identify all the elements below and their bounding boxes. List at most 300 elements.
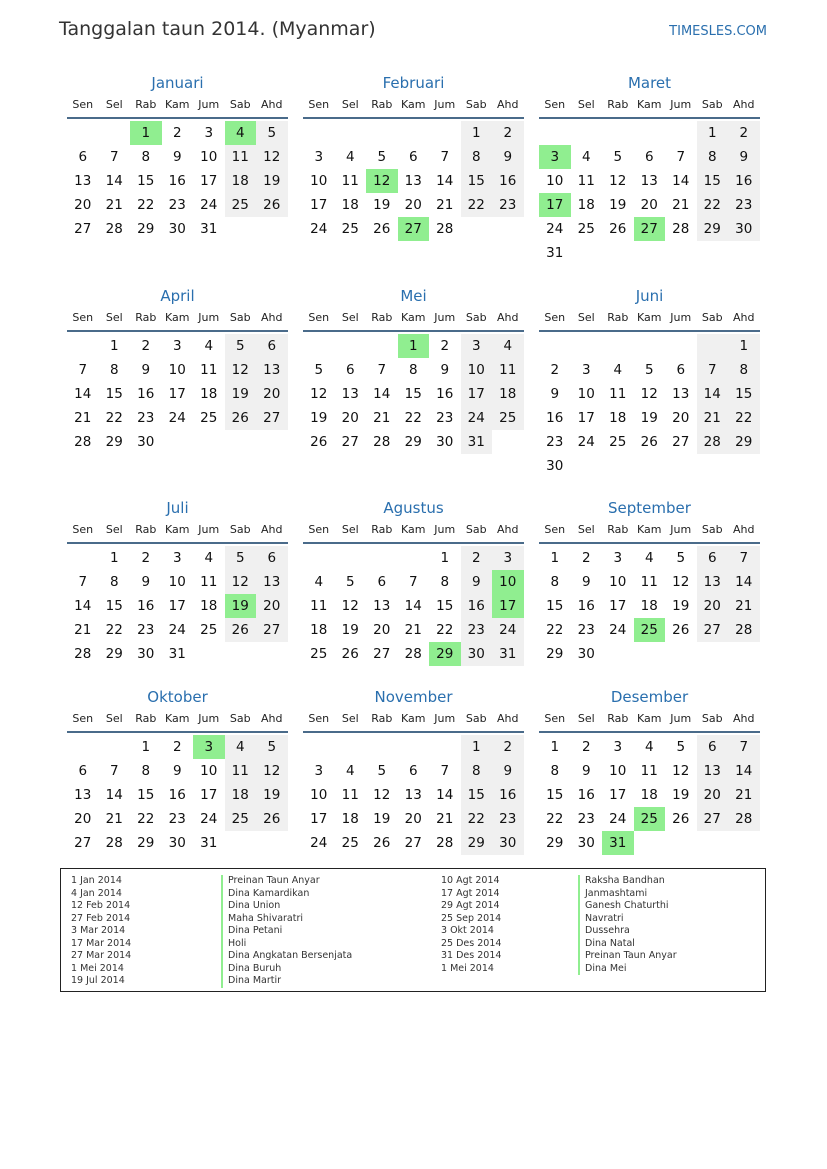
day-cell: 14: [373, 386, 391, 402]
day-cell: 19: [640, 410, 658, 426]
weekday-label: Sab: [465, 98, 487, 111]
day-cell: 13: [640, 173, 658, 189]
weekday-label: Rab: [135, 523, 157, 536]
weekday-label: Jum: [670, 311, 692, 324]
weekday-header: [303, 309, 524, 327]
day-cell: 11: [341, 173, 359, 189]
day-cell: 11: [200, 362, 218, 378]
month-divider: [67, 731, 288, 733]
day-cell: 26: [672, 622, 690, 638]
weekday-label: Ahd: [733, 98, 755, 111]
empty-day-cell: [225, 217, 257, 241]
month-divider: [539, 731, 760, 733]
week-row: [539, 454, 760, 478]
weekday-label: Sen: [308, 98, 330, 111]
week-row: [539, 121, 760, 145]
day-cell: 29: [137, 835, 155, 851]
empty-day-cell: [571, 121, 603, 145]
holiday-day-cell: 1: [398, 334, 430, 358]
day-cell: 13: [74, 787, 92, 803]
day-cell: 21: [672, 197, 690, 213]
day-cell: 20: [74, 197, 92, 213]
day-cell: 5: [676, 739, 686, 755]
weekend-day-cell: 23: [492, 807, 524, 831]
day-cell: 18: [609, 410, 627, 426]
month-divider: [67, 117, 288, 119]
day-cell: 5: [377, 149, 387, 165]
day-cell: 1: [550, 550, 560, 566]
day-cell: 8: [550, 763, 560, 779]
week-row: [67, 121, 288, 145]
day-cell: 4: [345, 763, 355, 779]
week-row: [67, 169, 288, 193]
week-row: [67, 594, 288, 618]
empty-day-cell: [398, 735, 430, 759]
weekend-day-cell: 13: [256, 570, 288, 594]
week-row: [303, 570, 524, 594]
week-row: [67, 334, 288, 358]
holiday-name: Navratri: [578, 913, 677, 926]
month-name: Agustus: [383, 499, 444, 517]
day-cell: 12: [341, 598, 359, 614]
day-cell: 24: [168, 622, 186, 638]
day-cell: 6: [644, 149, 654, 165]
month-calendar: [67, 285, 288, 454]
holiday-date: 10 Agt 2014: [441, 875, 500, 886]
weekend-day-cell: 7: [697, 358, 729, 382]
weekend-day-cell: 29: [461, 831, 493, 855]
day-cell: 5: [613, 149, 623, 165]
weekend-day-cell: 27: [256, 406, 288, 430]
weekend-day-cell: 7: [728, 546, 760, 570]
week-row: [303, 831, 524, 855]
weekend-day-cell: 25: [225, 807, 257, 831]
month-name: September: [608, 499, 691, 517]
day-cell: 22: [546, 811, 564, 827]
weekend-day-cell: 2: [461, 546, 493, 570]
day-cell: 22: [546, 622, 564, 638]
week-row: [539, 618, 760, 642]
day-cell: 10: [609, 574, 627, 590]
week-row: [539, 546, 760, 570]
empty-day-cell: [634, 241, 666, 265]
weekday-label: Jum: [434, 523, 456, 536]
day-cell: 10: [200, 149, 218, 165]
month-name: Maret: [627, 74, 672, 92]
week-row: [303, 406, 524, 430]
weekend-day-cell: 16: [492, 783, 524, 807]
weekday-label: Sel: [577, 523, 595, 536]
weekday-label: Ahd: [733, 523, 755, 536]
day-cell: 7: [440, 149, 450, 165]
weekday-label: Sen: [308, 523, 330, 536]
day-cell: 22: [404, 410, 422, 426]
day-cell: 28: [74, 646, 92, 662]
holiday-date: 25 Des 2014: [441, 937, 502, 949]
weekday-label: Kam: [165, 311, 190, 324]
weekday-label: Kam: [401, 712, 426, 725]
month-calendar: [67, 497, 288, 666]
weekday-header: [539, 96, 760, 114]
empty-day-cell: [665, 121, 697, 145]
empty-day-cell: [225, 430, 257, 454]
weekend-day-cell: 30: [492, 831, 524, 855]
day-cell: 18: [640, 598, 658, 614]
day-cell: 24: [609, 811, 627, 827]
weekend-day-cell: 26: [225, 618, 257, 642]
weekend-day-cell: 9: [461, 570, 493, 594]
weekend-day-cell: 15: [461, 783, 493, 807]
holiday-name: Dina Union: [221, 900, 352, 913]
holiday-name: Dussehra: [578, 925, 677, 938]
day-cell: 24: [200, 811, 218, 827]
holiday-date: 1 Jan 2014: [71, 875, 122, 886]
weekend-day-cell: 13: [697, 570, 729, 594]
week-row: [67, 783, 288, 807]
empty-day-cell: [634, 334, 666, 358]
week-row: [67, 217, 288, 241]
weekday-label: Rab: [607, 311, 629, 324]
month-name: November: [374, 688, 453, 706]
week-row: [303, 759, 524, 783]
holiday-date: 19 Jul 2014: [71, 975, 125, 986]
holiday-date: 17 Mar 2014: [71, 937, 132, 949]
day-cell: 23: [436, 410, 454, 426]
day-cell: 28: [436, 221, 454, 237]
month-divider: [67, 330, 288, 332]
empty-day-cell: [634, 121, 666, 145]
day-cell: 28: [373, 434, 391, 450]
weekday-label: Kam: [401, 98, 426, 111]
week-row: [539, 406, 760, 430]
empty-day-cell: [492, 430, 524, 454]
day-cell: 12: [672, 763, 690, 779]
week-row: [539, 783, 760, 807]
week-row: [303, 193, 524, 217]
day-cell: 3: [314, 149, 324, 165]
weekend-day-cell: 23: [492, 193, 524, 217]
day-cell: 5: [345, 574, 355, 590]
weekend-day-cell: 8: [461, 145, 493, 169]
day-cell: 30: [137, 646, 155, 662]
empty-day-cell: [67, 546, 99, 570]
day-cell: 17: [310, 197, 328, 213]
day-cell: 3: [172, 550, 182, 566]
day-cell: 24: [310, 221, 328, 237]
weekday-label: Jum: [434, 311, 456, 324]
day-cell: 13: [341, 386, 359, 402]
day-cell: 1: [440, 550, 450, 566]
weekend-day-cell: 13: [697, 759, 729, 783]
weekend-day-cell: 6: [256, 334, 288, 358]
day-cell: 30: [546, 458, 564, 474]
weekday-label: Jum: [198, 311, 220, 324]
day-cell: 6: [377, 574, 387, 590]
day-cell: 17: [609, 787, 627, 803]
day-cell: 18: [200, 386, 218, 402]
day-cell: 4: [581, 149, 591, 165]
weekday-label: Kam: [637, 98, 662, 111]
day-cell: 29: [404, 434, 422, 450]
weekend-day-cell: 3: [492, 546, 524, 570]
day-cell: 11: [341, 787, 359, 803]
weekday-label: Sel: [577, 712, 595, 725]
week-row: [303, 618, 524, 642]
day-cell: 14: [404, 598, 422, 614]
weekend-day-cell: 25: [492, 406, 524, 430]
holiday-legend: [60, 868, 766, 992]
week-row: [303, 430, 524, 454]
weekday-label: Rab: [371, 311, 393, 324]
empty-day-cell: [256, 642, 288, 666]
weekday-header: [539, 309, 760, 327]
weekend-day-cell: 24: [461, 406, 493, 430]
weekend-day-cell: 25: [225, 193, 257, 217]
day-cell: 8: [109, 362, 119, 378]
weekday-label: Jum: [434, 712, 456, 725]
day-cell: 19: [373, 811, 391, 827]
month-divider: [539, 117, 760, 119]
day-cell: 30: [577, 646, 595, 662]
day-cell: 6: [78, 763, 88, 779]
day-cell: 26: [373, 835, 391, 851]
day-cell: 15: [546, 598, 564, 614]
brand-link[interactable]: TIMESLES.COM: [669, 24, 767, 39]
day-cell: 10: [200, 763, 218, 779]
day-cell: 10: [310, 787, 328, 803]
day-cell: 26: [672, 811, 690, 827]
empty-day-cell: [697, 241, 729, 265]
weekday-label: Sen: [308, 712, 330, 725]
day-cell: 17: [200, 787, 218, 803]
week-row: [67, 430, 288, 454]
weekday-label: Ahd: [261, 98, 283, 111]
weekend-day-cell: 20: [697, 783, 729, 807]
holiday-name: Janmashtami: [578, 888, 677, 901]
week-row: [67, 759, 288, 783]
day-cell: 19: [373, 197, 391, 213]
holiday-name: Dina Petani: [221, 925, 352, 938]
weekday-label: Sab: [229, 311, 251, 324]
day-cell: 10: [546, 173, 564, 189]
holiday-day-cell: 17: [539, 193, 571, 217]
empty-day-cell: [335, 546, 367, 570]
day-cell: 10: [577, 386, 595, 402]
weekend-day-cell: 20: [697, 594, 729, 618]
day-cell: 18: [310, 622, 328, 638]
day-cell: 28: [404, 646, 422, 662]
empty-day-cell: [225, 642, 257, 666]
day-cell: 8: [109, 574, 119, 590]
empty-day-cell: [539, 334, 571, 358]
weekday-label: Jum: [434, 98, 456, 111]
day-cell: 9: [581, 574, 591, 590]
day-cell: 18: [200, 598, 218, 614]
month-divider: [303, 542, 524, 544]
weekday-label: Jum: [670, 712, 692, 725]
holiday-date: 3 Okt 2014: [441, 925, 494, 936]
empty-day-cell: [366, 121, 398, 145]
day-cell: 14: [105, 787, 123, 803]
weekend-day-cell: 16: [461, 594, 493, 618]
weekday-label: Sen: [72, 712, 94, 725]
weekend-day-cell: 4: [492, 334, 524, 358]
holiday-name: Dina Martir: [221, 975, 352, 988]
weekend-day-cell: 28: [728, 807, 760, 831]
weekend-day-cell: 31: [461, 430, 493, 454]
week-row: [67, 358, 288, 382]
empty-day-cell: [728, 831, 760, 855]
day-cell: 20: [404, 811, 422, 827]
day-cell: 9: [550, 386, 560, 402]
day-cell: 17: [310, 811, 328, 827]
day-cell: 15: [105, 598, 123, 614]
day-cell: 14: [74, 386, 92, 402]
day-cell: 13: [373, 598, 391, 614]
empty-day-cell: [366, 735, 398, 759]
month-divider: [303, 731, 524, 733]
day-cell: 13: [672, 386, 690, 402]
weekend-day-cell: 26: [256, 193, 288, 217]
weekday-label: Rab: [135, 98, 157, 111]
weekend-day-cell: 15: [728, 382, 760, 406]
day-cell: 2: [172, 739, 182, 755]
day-cell: 11: [577, 173, 595, 189]
empty-day-cell: [67, 121, 99, 145]
holiday-date: 29 Agt 2014: [441, 900, 500, 911]
weekend-day-cell: 31: [492, 642, 524, 666]
weekday-label: Rab: [135, 311, 157, 324]
weekend-day-cell: 19: [256, 169, 288, 193]
weekday-label: Rab: [135, 712, 157, 725]
weekend-day-cell: 2: [492, 121, 524, 145]
day-cell: 27: [74, 835, 92, 851]
day-cell: 5: [314, 362, 324, 378]
week-row: [539, 570, 760, 594]
day-cell: 12: [310, 386, 328, 402]
day-cell: 2: [581, 739, 591, 755]
day-cell: 3: [581, 362, 591, 378]
empty-day-cell: [728, 642, 760, 666]
day-cell: 13: [74, 173, 92, 189]
day-cell: 16: [168, 787, 186, 803]
weekend-day-cell: 15: [461, 169, 493, 193]
weekend-day-cell: 21: [697, 406, 729, 430]
page-title: Tanggalan taun 2014. (Myanmar): [59, 18, 376, 40]
day-cell: 5: [644, 362, 654, 378]
day-cell: 15: [105, 386, 123, 402]
weekday-label: Sab: [229, 712, 251, 725]
weekday-label: Rab: [371, 98, 393, 111]
empty-day-cell: [335, 121, 367, 145]
weekend-day-cell: 27: [256, 618, 288, 642]
weekend-day-cell: 11: [225, 145, 257, 169]
week-row: [67, 618, 288, 642]
month-name: Desember: [610, 688, 689, 706]
weekday-label: Sel: [341, 311, 359, 324]
day-cell: 9: [172, 763, 182, 779]
weekend-day-cell: 11: [225, 759, 257, 783]
week-row: [303, 121, 524, 145]
weekday-label: Sel: [105, 98, 123, 111]
day-cell: 7: [440, 763, 450, 779]
weekday-label: Sen: [544, 712, 566, 725]
empty-day-cell: [398, 546, 430, 570]
week-row: [539, 642, 760, 666]
day-cell: 10: [168, 362, 186, 378]
weekend-day-cell: 20: [256, 594, 288, 618]
weekday-label: Kam: [637, 311, 662, 324]
day-cell: 29: [105, 646, 123, 662]
weekend-day-cell: 18: [492, 382, 524, 406]
day-cell: 20: [672, 410, 690, 426]
weekday-label: Sen: [308, 311, 330, 324]
weekend-day-cell: 28: [697, 430, 729, 454]
weekday-label: Ahd: [261, 712, 283, 725]
holiday-name: Preinan Taun Anyar: [221, 875, 352, 888]
day-cell: 22: [105, 410, 123, 426]
day-cell: 11: [609, 386, 627, 402]
holiday-name: Holi: [221, 938, 352, 951]
day-cell: 25: [341, 835, 359, 851]
weekend-day-cell: 5: [256, 735, 288, 759]
empty-day-cell: [665, 831, 697, 855]
day-cell: 8: [440, 574, 450, 590]
week-row: [67, 145, 288, 169]
week-row: [539, 594, 760, 618]
day-cell: 31: [200, 221, 218, 237]
day-cell: 8: [408, 362, 418, 378]
holiday-day-cell: 1: [130, 121, 162, 145]
weekday-header: [67, 521, 288, 539]
weekend-day-cell: 8: [697, 145, 729, 169]
day-cell: 27: [404, 835, 422, 851]
day-cell: 17: [200, 173, 218, 189]
week-row: [303, 546, 524, 570]
day-cell: 23: [168, 197, 186, 213]
holiday-date: 12 Feb 2014: [71, 900, 131, 911]
week-row: [303, 217, 524, 241]
day-cell: 20: [373, 622, 391, 638]
weekday-label: Kam: [637, 712, 662, 725]
month-calendar: [67, 72, 288, 241]
day-cell: 25: [609, 434, 627, 450]
week-row: [67, 807, 288, 831]
day-cell: 7: [676, 149, 686, 165]
weekday-label: Ahd: [497, 311, 519, 324]
weekend-day-cell: 16: [728, 169, 760, 193]
day-cell: 8: [141, 149, 151, 165]
weekend-day-cell: 17: [461, 382, 493, 406]
empty-day-cell: [99, 121, 131, 145]
day-cell: 11: [640, 763, 658, 779]
empty-day-cell: [335, 334, 367, 358]
day-cell: 6: [408, 763, 418, 779]
day-cell: 30: [168, 835, 186, 851]
weekday-header: [303, 521, 524, 539]
day-cell: 17: [609, 598, 627, 614]
weekday-label: Sel: [105, 311, 123, 324]
day-cell: 26: [640, 434, 658, 450]
week-row: [303, 169, 524, 193]
weekday-label: Kam: [637, 523, 662, 536]
day-cell: 12: [640, 386, 658, 402]
day-cell: 25: [577, 221, 595, 237]
day-cell: 3: [613, 739, 623, 755]
day-cell: 16: [168, 173, 186, 189]
day-cell: 4: [204, 550, 214, 566]
day-cell: 2: [581, 550, 591, 566]
